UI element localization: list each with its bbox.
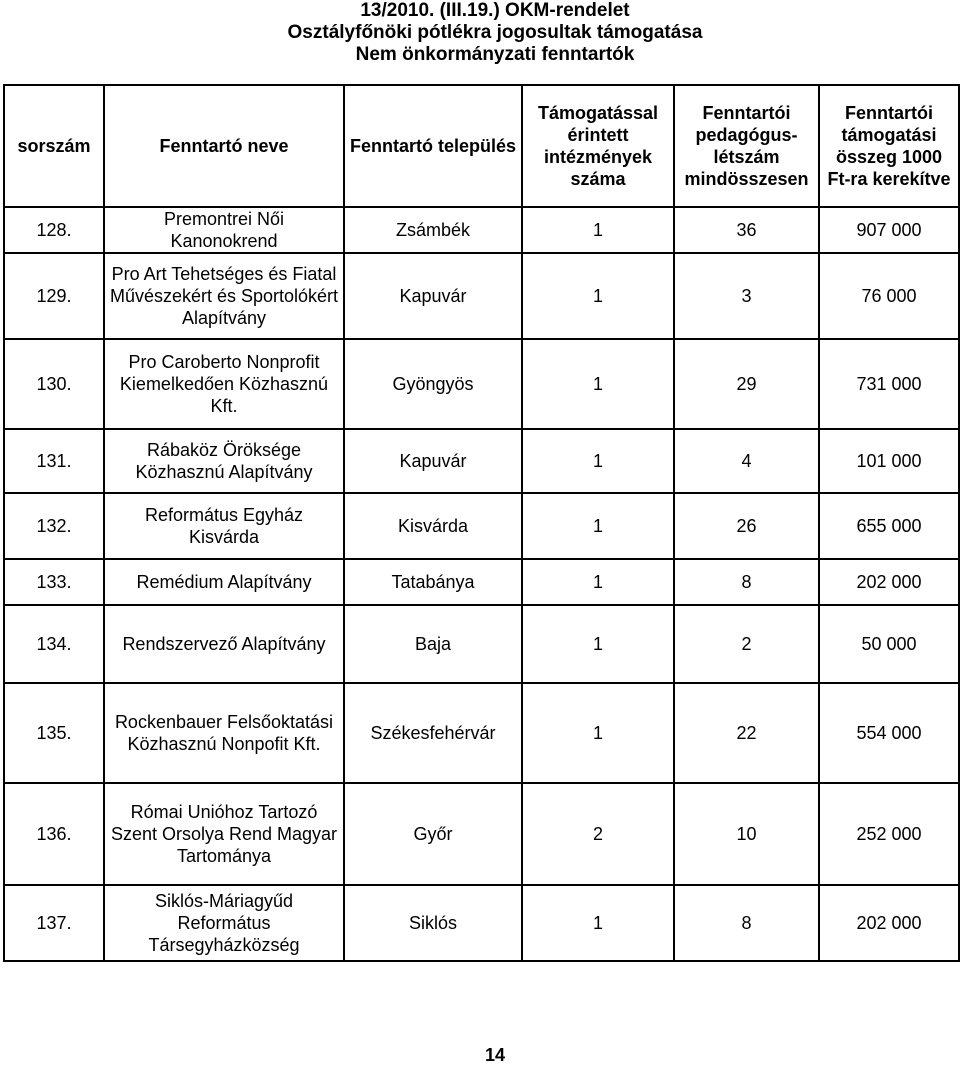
cell-letszam: 22: [674, 683, 819, 783]
cell-nev: Remédium Alapítvány: [104, 559, 344, 605]
cell-intezmenyek: 2: [522, 783, 674, 885]
cell-osszeg: 101 000: [819, 429, 959, 493]
cell-nev: Rockenbauer Felsőoktatási Közhasznú Nonpofit Kft.: [104, 683, 344, 783]
cell-letszam: 4: [674, 429, 819, 493]
cell-nev: Római Unióhoz Tartozó Szent Orsolya Rend Magyar Tartománya: [104, 783, 344, 885]
cell-intezmenyek: 1: [522, 207, 674, 253]
header-intezmenyek: Támogatással érintett intézmények száma: [522, 85, 674, 207]
cell-letszam: 10: [674, 783, 819, 885]
cell-nev: Siklós-Máriagyűd Református Társegyházközség: [104, 885, 344, 961]
cell-telepules: Baja: [344, 605, 522, 683]
cell-letszam: 8: [674, 885, 819, 961]
cell-sorszam: 137.: [4, 885, 104, 961]
cell-intezmenyek: 1: [522, 605, 674, 683]
cell-telepules: Gyöngyös: [344, 339, 522, 429]
cell-sorszam: 135.: [4, 683, 104, 783]
table-row: [4, 783, 959, 885]
table-row: [4, 253, 959, 339]
header-osszeg: Fenntartói támogatási összeg 1000 Ft-ra kerekítve: [819, 85, 959, 207]
cell-nev: Rendszervező Alapítvány: [104, 605, 344, 683]
table-row: [4, 207, 959, 253]
page-number: 14: [484, 1045, 506, 1065]
header-fenntarto-neve: Fenntartó neve: [104, 85, 344, 207]
cell-osszeg: 252 000: [819, 783, 959, 885]
header-telepules: Fenntartó település: [344, 85, 522, 207]
table-row: [4, 559, 959, 605]
cell-intezmenyek: 1: [522, 253, 674, 339]
table-row: [4, 493, 959, 559]
cell-nev: Premontrei Női Kanonokrend: [104, 207, 344, 253]
header-sorszam: sorszám: [4, 85, 104, 207]
table-row: [4, 339, 959, 429]
cell-osszeg: 655 000: [819, 493, 959, 559]
cell-nev: Pro Art Tehetséges és Fiatal Művészekért és Sportolókért Alapítvány: [104, 253, 344, 339]
title-line-2: Osztályfőnöki pótlékra jogosultak támogatása: [287, 22, 703, 43]
cell-sorszam: 133.: [4, 559, 104, 605]
cell-sorszam: 130.: [4, 339, 104, 429]
cell-telepules: Zsámbék: [344, 207, 522, 253]
cell-sorszam: 128.: [4, 207, 104, 253]
cell-sorszam: 129.: [4, 253, 104, 339]
cell-osszeg: 76 000: [819, 253, 959, 339]
table-row: [4, 605, 959, 683]
cell-osszeg: 50 000: [819, 605, 959, 683]
cell-telepules: Kisvárda: [344, 493, 522, 559]
cell-intezmenyek: 1: [522, 683, 674, 783]
cell-letszam: 26: [674, 493, 819, 559]
cell-sorszam: 136.: [4, 783, 104, 885]
cell-nev: Református Egyház Kisvárda: [104, 493, 344, 559]
cell-telepules: Kapuvár: [344, 253, 522, 339]
cell-intezmenyek: 1: [522, 559, 674, 605]
cell-sorszam: 131.: [4, 429, 104, 493]
cell-nev: Pro Caroberto Nonprofit Kiemelkedően Közhasznú Kft.: [104, 339, 344, 429]
cell-osszeg: 554 000: [819, 683, 959, 783]
cell-intezmenyek: 1: [522, 493, 674, 559]
cell-telepules: Győr: [344, 783, 522, 885]
cell-telepules: Székesfehérvár: [344, 683, 522, 783]
title-line-1: 13/2010. (III.19.) OKM-rendelet: [360, 0, 630, 21]
table-row: [4, 885, 959, 961]
cell-sorszam: 134.: [4, 605, 104, 683]
header-row: [4, 85, 959, 207]
cell-osszeg: 731 000: [819, 339, 959, 429]
cell-intezmenyek: 1: [522, 885, 674, 961]
cell-letszam: 29: [674, 339, 819, 429]
cell-telepules: Siklós: [344, 885, 522, 961]
cell-intezmenyek: 1: [522, 429, 674, 493]
cell-letszam: 8: [674, 559, 819, 605]
support-table: [3, 84, 960, 962]
cell-intezmenyek: 1: [522, 339, 674, 429]
cell-sorszam: 132.: [4, 493, 104, 559]
cell-osszeg: 907 000: [819, 207, 959, 253]
cell-telepules: Tatabánya: [344, 559, 522, 605]
cell-osszeg: 202 000: [819, 559, 959, 605]
cell-letszam: 2: [674, 605, 819, 683]
table-row: [4, 429, 959, 493]
cell-osszeg: 202 000: [819, 885, 959, 961]
cell-telepules: Kapuvár: [344, 429, 522, 493]
cell-letszam: 36: [674, 207, 819, 253]
header-letszam: Fenntartói pedagógus-létszám mindösszesen: [674, 85, 819, 207]
table-row: [4, 683, 959, 783]
title-line-3: Nem önkormányzati fenntartók: [355, 44, 635, 65]
document-title: [0, 0, 960, 66]
cell-nev: Rábaköz Öröksége Közhasznú Alapítvány: [104, 429, 344, 493]
cell-letszam: 3: [674, 253, 819, 339]
